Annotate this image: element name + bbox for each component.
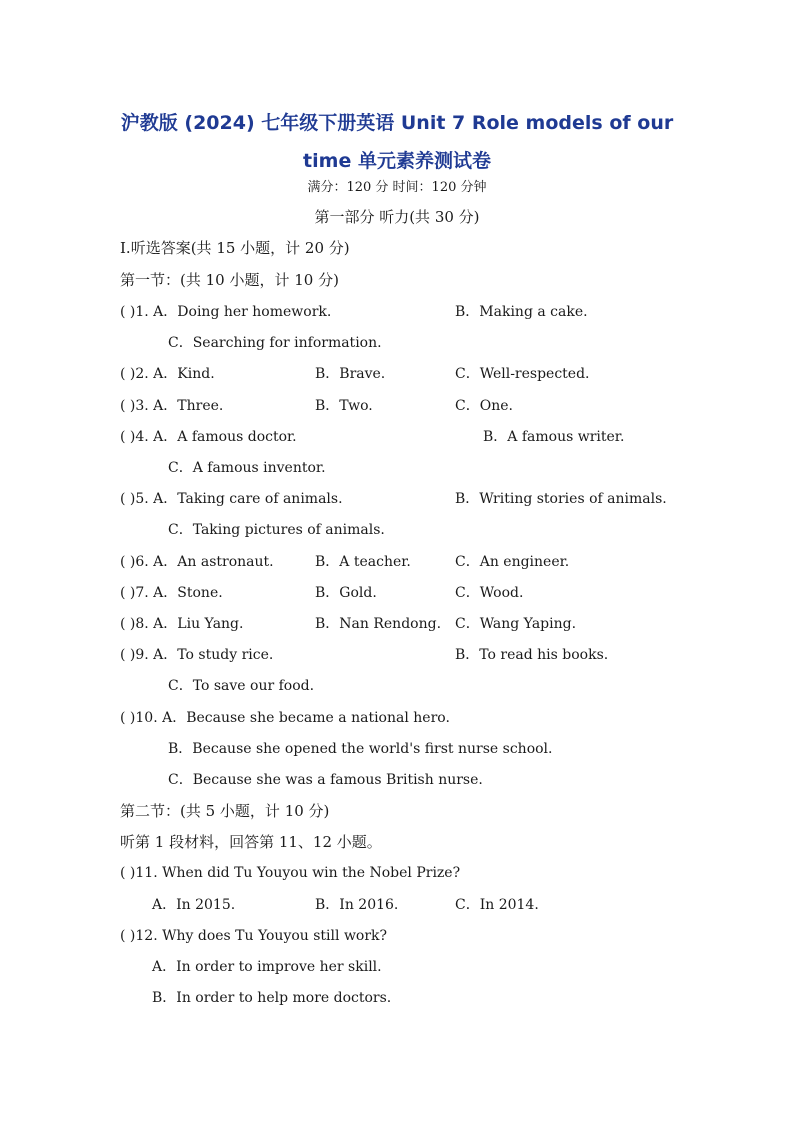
question-stem: ( )11. When did Tu Youyou win the Nobel Prize? <box>120 865 461 881</box>
option-b: B．Brave. <box>315 366 386 382</box>
title-line-1: 沪教版 (2024) 七年级下册英语 Unit 7 Role models of our <box>120 112 674 134</box>
page-title <box>120 104 674 180</box>
question-stem: ( )1. A．Doing her homework. <box>120 304 332 320</box>
option-c: C．In 2014. <box>455 897 539 913</box>
subsection-heading-1: 第一节：(共 10 小题，计 10 分) <box>120 271 339 289</box>
question-stem: ( )8. A．Liu Yang. <box>120 616 244 632</box>
option-b: B．In 2016. <box>315 897 399 913</box>
question-stem: ( )9. A．To study rice. <box>120 647 274 663</box>
option-b: B．In order to help more doctors. <box>152 990 392 1006</box>
title-line-2: time 单元素养测试卷 <box>303 150 491 172</box>
subsection-heading-2: 第二节：(共 5 小题，计 10 分) <box>120 802 330 820</box>
option-c: C．Wang Yaping. <box>455 616 577 632</box>
option-b: B．Because she opened the world's first nurse school. <box>168 741 553 757</box>
option-c: C．A famous inventor. <box>168 460 326 476</box>
option-b: B．A famous writer. <box>483 429 625 445</box>
question-stem: ( )10. A．Because she became a national hero. <box>120 710 450 726</box>
question-stem: ( )3. A．Three. <box>120 398 224 414</box>
part-heading: 第一部分 听力(共 30 分) <box>314 208 480 226</box>
option-a: A．In order to improve her skill. <box>152 959 382 975</box>
option-c: C．Well-respected. <box>455 366 590 382</box>
question-stem: ( )7. A．Stone. <box>120 585 223 601</box>
question-stem: ( )4. A．A famous doctor. <box>120 429 297 445</box>
option-b: B．Writing stories of animals. <box>455 491 667 507</box>
option-c: C．Wood. <box>455 585 524 601</box>
section-heading-1: Ⅰ.听选答案(共 15 小题，计 20 分) <box>120 239 350 257</box>
option-b: B．Gold. <box>315 585 377 601</box>
option-b: B．Two. <box>315 398 373 414</box>
option-c: C．Because she was a famous British nurse. <box>168 772 483 788</box>
option-c: C．An engineer. <box>455 554 570 570</box>
material-note: 听第 1 段材料，回答第 11、12 小题。 <box>120 833 382 851</box>
option-b: B．Nan Rendong. <box>315 616 442 632</box>
option-b: B．To read his books. <box>455 647 609 663</box>
score-time-info: 满分：120 分 时间：120 分钟 <box>307 180 487 195</box>
option-c: C．To save our food. <box>168 678 315 694</box>
question-stem: ( )2. A．Kind. <box>120 366 215 382</box>
question-stem: ( )6. A．An astronaut. <box>120 554 274 570</box>
question-stem: ( )5. A．Taking care of animals. <box>120 491 343 507</box>
option-c: C．Searching for information. <box>168 335 382 351</box>
option-b: B．Making a cake. <box>455 304 588 320</box>
option-b: B．A teacher. <box>315 554 411 570</box>
option-c: C．Taking pictures of animals. <box>168 522 385 538</box>
option-c: C．One. <box>455 398 513 414</box>
question-stem: ( )12. Why does Tu Youyou still work? <box>120 928 388 944</box>
option-a: A．In 2015. <box>152 897 236 913</box>
